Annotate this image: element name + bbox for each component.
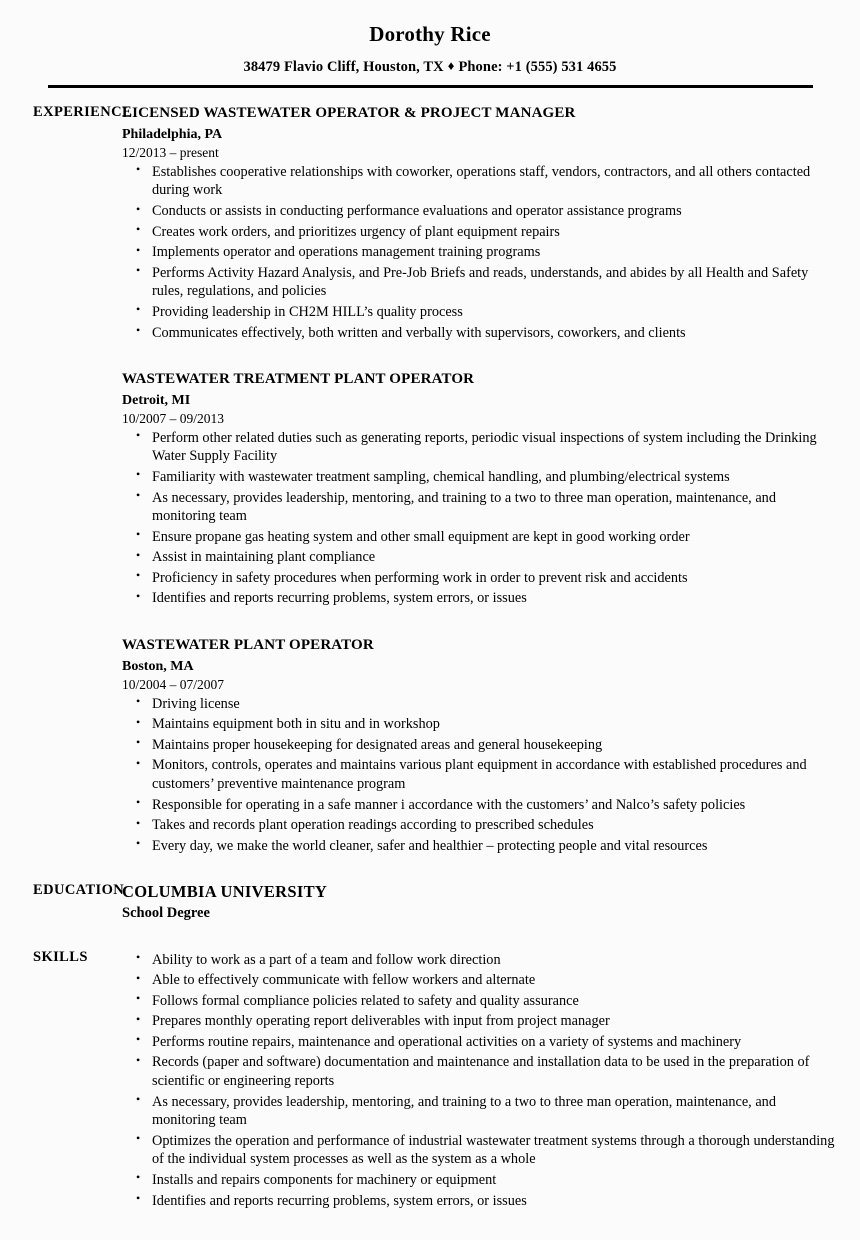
job-location: Boston, MA (122, 658, 194, 674)
job-bullet: • Communicates effectively, both written and verbally with supervisors, coworkers, and clients (122, 324, 840, 343)
job-bullet: • Creates work orders, and prioritizes urgency of plant equipment repairs (122, 223, 840, 242)
job-bullet: • Maintains proper housekeeping for designated areas and general housekeeping (122, 736, 840, 755)
job-bullet: • Ensure propane gas heating system and other small equipment are kept in good working order (122, 528, 840, 547)
job-bullet: • Maintains equipment both in situ and in workshop (122, 715, 840, 734)
education-entries (122, 882, 860, 922)
job-bullet: • Assist in maintaining plant compliance (122, 548, 840, 567)
candidate-name: Dorothy Rice (369, 22, 491, 46)
job-bullet: • Performs Activity Hazard Analysis, and Pre-Job Briefs and reads, understands, and abides by all Health and Safety rules, regulations, and policies (122, 264, 840, 301)
skills-entries (122, 949, 860, 1211)
job-bullet: • Monitors, controls, operates and maintains various plant equipment in accordance with established procedures and customers’ preventive maintenance program (122, 756, 840, 793)
skills-bullet-list (122, 951, 840, 1211)
job-title: WASTEWATER PLANT OPERATOR (122, 637, 374, 654)
job-bullet: • Conducts or assists in conducting performance evaluations and operator assistance programs (122, 202, 840, 221)
skill-bullet: • Performs routine repairs, maintenance and operational activities on a variety of systems and machinery (122, 1033, 840, 1052)
job-bullet: • Perform other related duties such as generating reports, periodic visual inspections of system including the Drinking Water Supply Facility (122, 429, 840, 466)
job-location: Philadelphia, PA (122, 126, 223, 142)
experience-entries (122, 104, 860, 855)
job-bullet: • Familiarity with wastewater treatment sampling, chemical handling, and plumbing/electrical systems (122, 468, 840, 487)
job-bullet: • Driving license (122, 695, 840, 714)
education-degree: School Degree (122, 905, 210, 922)
section-label-education: EDUCATION (33, 882, 125, 899)
job-bullet: • Takes and records plant operation readings according to prescribed schedules (122, 816, 840, 835)
job-bullet: • Implements operator and operations management training programs (122, 243, 840, 262)
job-bullet: • Establishes cooperative relationships with coworker, operations staff, vendors, contractors, and all others contacted during work (122, 163, 840, 200)
job-bullet-list (122, 429, 840, 608)
contact-phone: Phone: +1 (555) 531 4655 (458, 59, 617, 76)
skill-bullet: • Follows formal compliance policies related to safety and quality assurance (122, 992, 840, 1011)
job-bullet-list (122, 695, 840, 856)
skill-bullet: • Optimizes the operation and performance of industrial wastewater treatment systems through a thorough understanding of the individual system processes as well as the system as a whole (122, 1132, 840, 1169)
section-label-experience: EXPERIENCE (33, 104, 133, 121)
skill-bullet: • Installs and repairs components for machinery or equipment (122, 1171, 840, 1190)
education-section (0, 882, 860, 922)
contact-address: 38479 Flavio Cliff, Houston, TX (243, 59, 444, 76)
skills-section (0, 949, 860, 1211)
job-dates: 10/2004 – 07/2007 (122, 676, 225, 692)
diamond-separator-icon: ♦ (447, 58, 455, 74)
experience-section (0, 104, 860, 855)
experience-entry (122, 636, 840, 855)
header-divider (48, 85, 813, 88)
job-bullet: • Providing leadership in CH2M HILL’s quality process (122, 303, 840, 322)
experience-entry (122, 370, 840, 608)
job-bullet: • Identifies and reports recurring problems, system errors, or issues (122, 589, 840, 608)
job-bullet-list (122, 163, 840, 342)
skill-bullet: • Records (paper and software) documentation and maintenance and installation data to be used in the preparation of scientific or engineering reports (122, 1053, 840, 1090)
job-bullet: • Every day, we make the world cleaner, safer and healthier – protecting people and vital resources (122, 837, 840, 856)
job-location: Detroit, MI (122, 392, 191, 408)
section-label-skills: SKILLS (33, 948, 88, 965)
job-title: LICENSED WASTEWATER OPERATOR & PROJECT MANAGER (122, 105, 576, 122)
job-title: WASTEWATER TREATMENT PLANT OPERATOR (122, 371, 475, 388)
skill-bullet: • Identifies and reports recurring problems, system errors, or issues (122, 1192, 840, 1211)
job-dates: 10/2007 – 09/2013 (122, 410, 225, 426)
job-bullet: • Proficiency in safety procedures when performing work in order to prevent risk and accidents (122, 569, 840, 588)
skill-bullet: • Prepares monthly operating report deliverables with input from project manager (122, 1012, 840, 1031)
job-dates: 12/2013 – present (122, 144, 219, 160)
education-school: COLUMBIA UNIVERSITY (122, 882, 328, 902)
skill-bullet: • Able to effectively communicate with fellow workers and alternate (122, 971, 840, 990)
skill-bullet: • Ability to work as a part of a team and follow work direction (122, 951, 840, 970)
contact-line (0, 59, 860, 76)
job-bullet: • Responsible for operating in a safe manner i accordance with the customers’ and Nalco’s safety policies (122, 796, 840, 815)
job-bullet: • As necessary, provides leadership, mentoring, and training to a two to three man operation, maintenance, and monitoring team (122, 489, 840, 526)
experience-entry (122, 104, 840, 342)
skill-bullet: • As necessary, provides leadership, mentoring, and training to a two to three man operation, maintenance, and monitoring team (122, 1093, 840, 1130)
resume-header (0, 0, 860, 88)
